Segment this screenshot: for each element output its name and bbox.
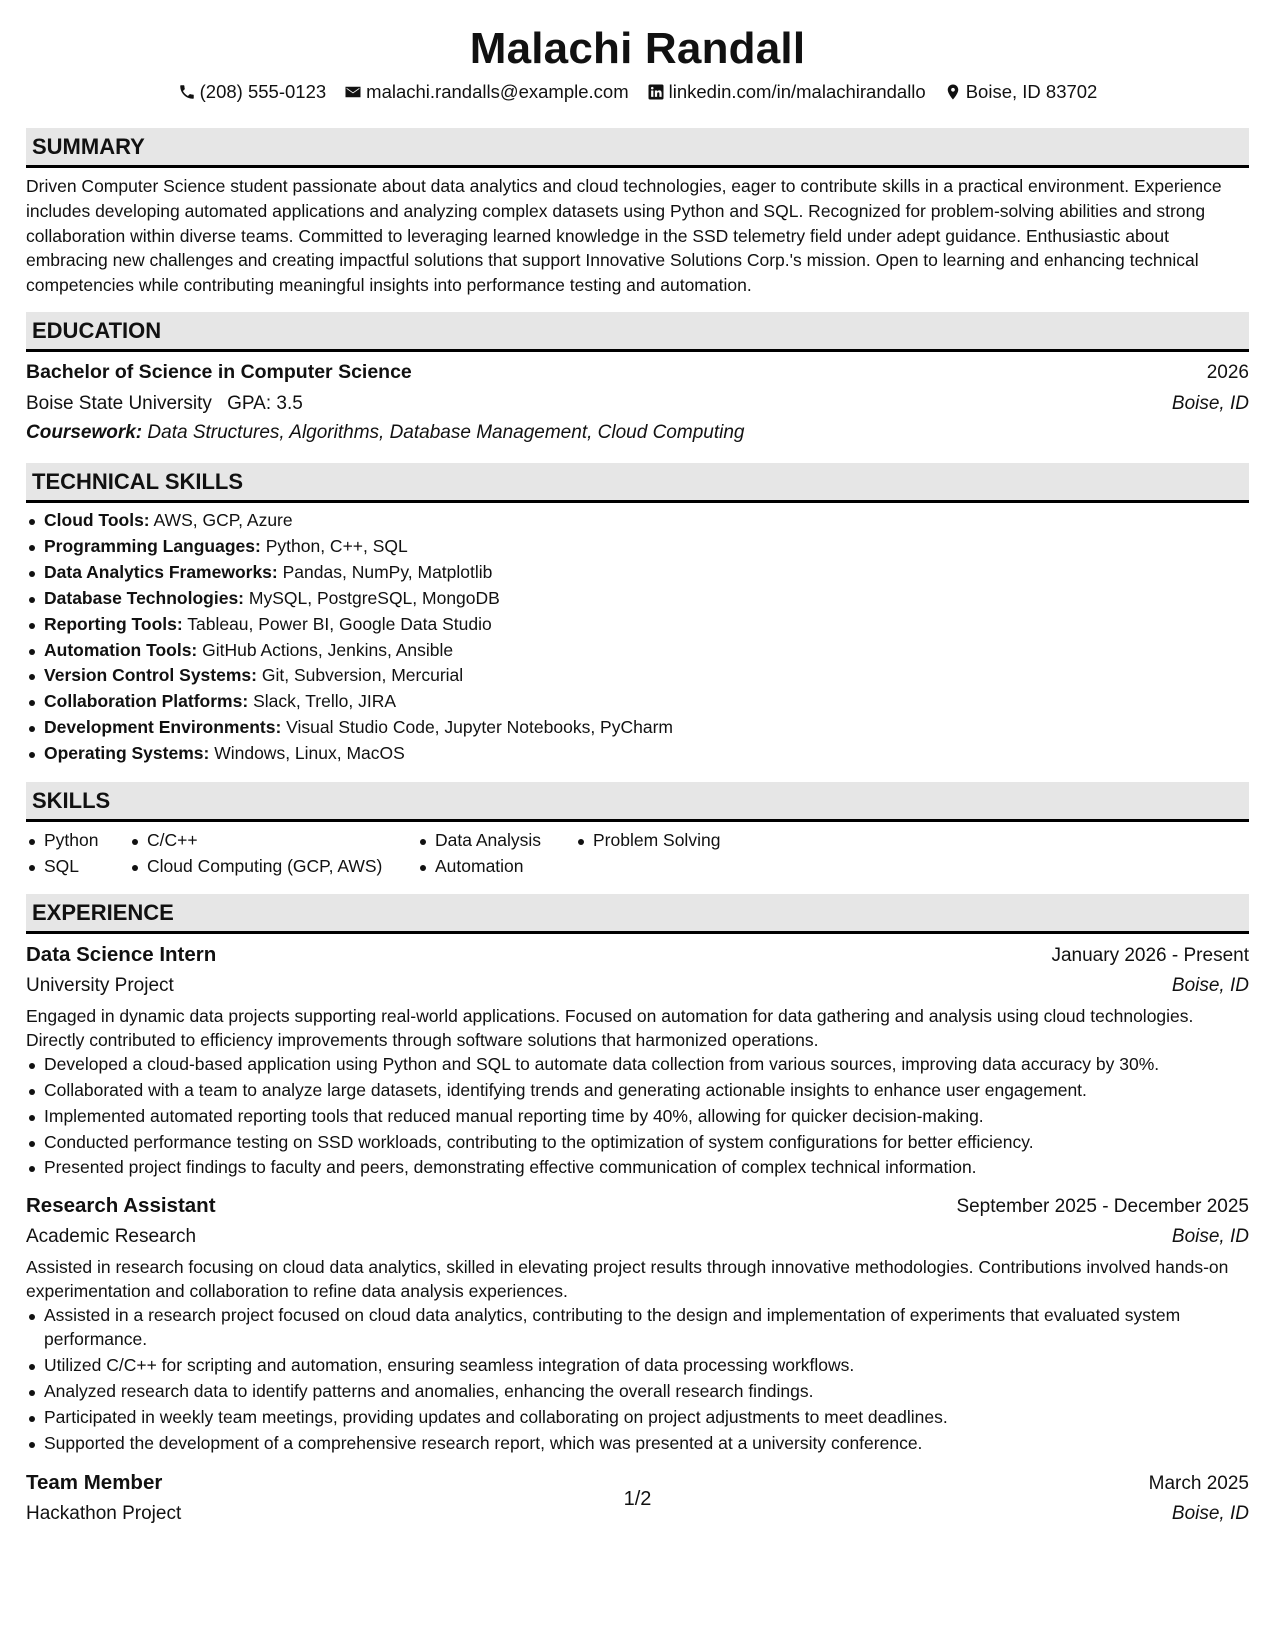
job-description: Assisted in research focusing on cloud data analytics, skilled in elevating project results through innovative methodologies. Contributions involved hands-on experimentation and collaboration to refine data analysis experiences. — [26, 1257, 1229, 1302]
list-item: Programming Languages: Python, C++, SQL — [44, 534, 1249, 560]
job-organization: Hackathon Project — [26, 1503, 182, 1525]
job-location: Boise, ID — [1171, 974, 1249, 996]
list-item: Data Analytics Frameworks: Pandas, NumPy, Matplotlib — [44, 560, 1249, 586]
list-item: Collaboration Platforms: Slack, Trello, JIRA — [44, 689, 1249, 715]
education-entry — [26, 352, 1249, 448]
list-item: Assisted in a research project focused on cloud data analytics, contributing to the design and implementation of experiments that evaluated system performance. — [44, 1303, 1249, 1351]
list-item: Database Technologies: MySQL, PostgreSQL, MongoDB — [44, 586, 1249, 612]
job-bullets — [26, 1052, 1249, 1182]
list-item: Collaborated with a team to analyze large datasets, identifying trends and generating actionable insights to enhance user engagement. — [44, 1078, 1249, 1104]
job-description: Engaged in dynamic data projects supporting real-world applications. Focused on automation for data gathering and analysis using cloud technologies. Directly contributed to efficiency improvements through software solutions that harmonized operations. — [26, 1005, 1194, 1050]
list-item: Automation — [435, 854, 575, 880]
skills-column — [575, 828, 793, 880]
list-item: SQL — [44, 854, 129, 880]
job-dates: January 2026 - Present — [1051, 944, 1249, 966]
section-heading-summary: SUMMARY — [26, 128, 1249, 168]
list-item: Implemented automated reporting tools that reduced manual reporting time by 40%, allowing for quicker decision-making. — [44, 1104, 1249, 1130]
section-heading-experience: EXPERIENCE — [26, 894, 1249, 934]
list-item: Participated in weekly team meetings, providing updates and collaborating on project adjustments to meet deadlines. — [44, 1405, 1249, 1431]
location-text: Boise, ID 83702 — [965, 81, 1098, 102]
job-location: Boise, ID — [1171, 1503, 1249, 1525]
job-title: Research Assistant — [26, 1194, 216, 1218]
experience-entry — [26, 1181, 1249, 1457]
school-location: Boise, ID — [1171, 392, 1249, 414]
resume-page — [26, 0, 1249, 1529]
technical-skills-list — [26, 503, 1249, 767]
list-item: Python — [44, 828, 129, 854]
linkedin-text: linkedin.com/in/malachirandallo — [668, 81, 926, 102]
skills-column — [417, 828, 575, 880]
list-item: Automation Tools: GitHub Actions, Jenkins, Ansible — [44, 638, 1249, 664]
job-dates: September 2025 - December 2025 — [956, 1196, 1249, 1218]
contact-location — [944, 78, 1098, 106]
list-item: Data Analysis — [435, 828, 575, 854]
list-item: Development Environments: Visual Studio Code, Jupyter Notebooks, PyCharm — [44, 715, 1249, 741]
page-number: 1/2 — [623, 1488, 652, 1510]
skills-column — [26, 828, 129, 880]
gpa: GPA: 3.5 — [227, 392, 303, 414]
graduation-year: 2026 — [1206, 361, 1249, 383]
section-heading-skills: SKILLS — [26, 782, 1249, 822]
list-item: Problem Solving — [593, 828, 793, 854]
skills-column — [129, 828, 417, 880]
contact-email[interactable] — [344, 78, 628, 106]
contact-bar — [26, 78, 1249, 106]
list-item: Developed a cloud-based application using Python and SQL to automate data collection from various sources, improving data accuracy by 30%. — [44, 1052, 1249, 1078]
section-heading-technical-skills: TECHNICAL SKILLS — [26, 463, 1249, 503]
job-dates: March 2025 — [1148, 1473, 1249, 1495]
summary-text: Driven Computer Science student passionate about data analytics and cloud technologies, eager to contribute skills in a practical environment. Experience includes developing automated applications and analyzing complex datasets using Python and SQL. Recognized for problem-solving abilities and strong collaboration within diverse teams. Committed to leveraging learned knowledge in the SSD telemetry field under adept guidance. Enthusiastic about embracing new challenges and creating impactful solutions that support Innovative Solutions Corp.'s mission. Open to learning and enhancing technical competencies while contributing meaningful insights into performance testing and automation. — [26, 176, 1222, 296]
list-item: Supported the development of a comprehensive research report, which was presented at a university conference. — [44, 1431, 1249, 1457]
job-title: Data Science Intern — [26, 942, 217, 966]
coursework-label: Coursework: — [26, 421, 143, 443]
job-location: Boise, ID — [1171, 1226, 1249, 1248]
list-item: Presented project findings to faculty and peers, demonstrating effective communication of complex technical information. — [44, 1155, 1249, 1181]
list-item: Conducted performance testing on SSD workloads, contributing to the optimization of system configurations for better efficiency. — [44, 1130, 1249, 1156]
contact-phone — [178, 78, 327, 106]
phone-text: (208) 555-0123 — [199, 81, 327, 102]
list-item: Cloud Tools: AWS, GCP, Azure — [44, 508, 1249, 534]
section-heading-education: EDUCATION — [26, 312, 1249, 352]
phone-icon — [178, 83, 196, 101]
list-item: Utilized C/C++ for scripting and automation, ensuring seamless integration of data processing workflows. — [44, 1353, 1249, 1379]
job-bullets — [26, 1303, 1249, 1457]
linkedin-icon — [647, 83, 665, 101]
degree: Bachelor of Science in Computer Science — [26, 360, 412, 383]
list-item: Operating Systems: Windows, Linux, MacOS — [44, 741, 1249, 767]
job-organization: University Project — [26, 974, 174, 996]
email-text: malachi.randalls@example.com — [366, 81, 629, 102]
list-item: C/C++ — [147, 828, 417, 854]
list-item: Reporting Tools: Tableau, Power BI, Google Data Studio — [44, 612, 1249, 638]
map-pin-icon — [944, 83, 962, 101]
skills-grid — [26, 822, 1249, 880]
experience-entry — [26, 934, 1249, 1182]
job-title: Team Member — [26, 1471, 163, 1495]
candidate-name: Malachi Randall — [469, 24, 806, 73]
job-organization: Academic Research — [26, 1226, 197, 1248]
coursework-list: Data Structures, Algorithms, Database Management, Cloud Computing — [147, 421, 745, 443]
school-name: Boise State University — [26, 392, 212, 414]
list-item: Version Control Systems: Git, Subversion, Mercurial — [44, 663, 1249, 689]
list-item: Cloud Computing (GCP, AWS) — [147, 854, 417, 880]
envelope-icon — [344, 83, 362, 101]
list-item: Analyzed research data to identify patterns and anomalies, enhancing the overall research findings. — [44, 1379, 1249, 1405]
contact-linkedin[interactable] — [647, 78, 926, 106]
